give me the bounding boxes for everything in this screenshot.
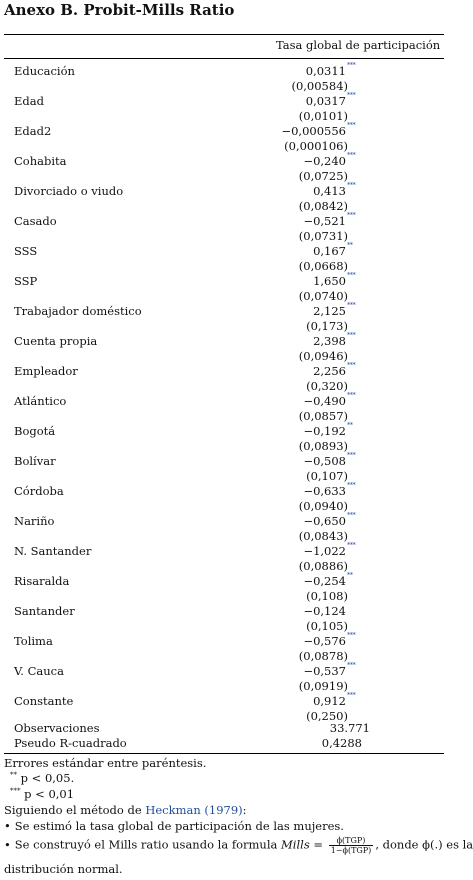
coefficient-value: 1,650 <box>313 274 346 288</box>
variable-label: SSS <box>14 244 38 258</box>
table-row <box>0 121 448 151</box>
variable-label: N. Santander <box>14 544 92 558</box>
table-row <box>0 631 448 661</box>
standard-error: (0,0886) <box>298 559 348 573</box>
standard-error: (0,0919) <box>298 679 348 693</box>
variable-label: Educación <box>14 64 75 78</box>
variable-label: Córdoba <box>14 484 64 498</box>
coefficient-value: 2,125 <box>313 304 346 318</box>
mills-symbol: Mills <box>281 837 310 852</box>
p01-text: p < 0,01 <box>24 787 75 801</box>
significance-stars: *** <box>347 181 356 189</box>
fraction-denominator: 1−ϕ(TGP) <box>330 846 372 855</box>
method-prefix: Siguiendo el método de <box>4 803 146 817</box>
coefficient-value: 0,0317 <box>305 94 346 108</box>
variable-label: Cuenta propia <box>14 334 98 348</box>
variable-label: Cohabita <box>14 154 67 168</box>
table-row <box>0 391 448 421</box>
coefficient-value: −0,633 <box>303 484 346 498</box>
variable-label: Atlántico <box>14 394 67 408</box>
mills-fraction <box>329 836 374 855</box>
standard-error: (0,108) <box>306 589 348 603</box>
table-bottom-rule <box>4 753 444 754</box>
table-row <box>0 181 448 211</box>
standard-error: (0,105) <box>306 619 348 633</box>
p05-marker: ** <box>10 771 17 780</box>
coefficient-value: 0,0311 <box>305 64 346 78</box>
table-row <box>0 271 448 301</box>
bullet-icon: • <box>4 819 11 833</box>
table-row <box>0 151 448 181</box>
significance-stars: *** <box>347 631 356 639</box>
note-method <box>4 803 247 817</box>
coefficient-value: −0,490 <box>303 394 346 408</box>
standard-error: (0,107) <box>306 469 348 483</box>
coefficient-value: 0,413 <box>313 184 346 198</box>
standard-error: (0,0878) <box>298 649 348 663</box>
stat-label: Observaciones <box>14 721 100 735</box>
significance-stars: ** <box>347 241 353 249</box>
coefficient-value: 2,256 <box>313 364 346 378</box>
standard-error: (0,250) <box>306 709 348 723</box>
table-row <box>0 691 448 721</box>
significance-stars: *** <box>347 91 356 99</box>
significance-stars: *** <box>347 61 356 69</box>
variable-label: Tolima <box>14 634 53 648</box>
coefficient-value: 0,912 <box>313 694 346 708</box>
significance-stars: *** <box>347 271 356 279</box>
standard-error: (0,320) <box>306 379 348 393</box>
note-bullet-1 <box>4 819 344 833</box>
variable-label: Casado <box>14 214 57 228</box>
coefficient-value: −0,124 <box>303 604 346 618</box>
standard-error: (0,173) <box>306 319 348 333</box>
bullet-2-suffix: , donde ϕ(.) es la <box>375 837 473 852</box>
standard-error: (0,0668) <box>298 259 348 273</box>
coefficient-value: −0,254 <box>303 574 346 588</box>
header-rule <box>4 58 444 59</box>
fraction-numerator: ϕ(TGP) <box>329 836 374 846</box>
p01-marker: *** <box>10 787 21 796</box>
note-standard-errors: Errores estándar entre paréntesis. <box>4 756 207 770</box>
variable-label: Constante <box>14 694 74 708</box>
variable-label: Empleador <box>14 364 78 378</box>
significance-stars: *** <box>347 151 356 159</box>
variable-label: Edad <box>14 94 44 108</box>
significance-stars: *** <box>347 691 356 699</box>
standard-error: (0,0842) <box>298 199 348 213</box>
method-suffix: : <box>242 803 247 817</box>
table-row <box>0 331 448 361</box>
significance-stars: *** <box>347 511 356 519</box>
variable-label: Bolívar <box>14 454 56 468</box>
standard-error: (0,0857) <box>298 409 348 423</box>
note-bullet-2 <box>4 836 473 855</box>
table-row <box>0 571 448 601</box>
coefficient-value: 0,167 <box>313 244 346 258</box>
significance-stars: *** <box>347 301 356 309</box>
significance-stars: *** <box>347 331 356 339</box>
note-p01 <box>10 787 74 801</box>
significance-stars: *** <box>347 661 356 669</box>
standard-error: (0,0725) <box>298 169 348 183</box>
significance-stars: *** <box>347 391 356 399</box>
table-row <box>0 421 448 451</box>
note-bullet-2-line-2: distribución normal. <box>4 862 123 876</box>
standard-error: (0,0101) <box>298 109 348 123</box>
significance-stars: *** <box>347 361 356 369</box>
table-row <box>0 481 448 511</box>
variable-label: Santander <box>14 604 75 618</box>
coefficient-value: −0,000556 <box>281 124 346 138</box>
note-p05 <box>10 771 74 785</box>
standard-error: (0,0843) <box>298 529 348 543</box>
variable-label: V. Cauca <box>14 664 64 678</box>
variable-label: Risaralda <box>14 574 70 588</box>
standard-error: (0,0940) <box>298 499 348 513</box>
variable-label: Bogotá <box>14 424 56 438</box>
equals-sign: = <box>309 837 327 852</box>
standard-error: (0,0946) <box>298 349 348 363</box>
table-row <box>0 601 448 631</box>
table-row <box>0 541 448 571</box>
standard-error: (0,0893) <box>298 439 348 453</box>
heckman-citation-link[interactable]: Heckman (1979) <box>145 803 243 817</box>
significance-stars: *** <box>347 121 356 129</box>
significance-stars: *** <box>347 541 356 549</box>
significance-stars: *** <box>347 211 356 219</box>
coefficient-value: 2,398 <box>313 334 346 348</box>
table-row <box>0 301 448 331</box>
significance-stars: ** <box>347 421 353 429</box>
variable-label: Edad2 <box>14 124 52 138</box>
coefficient-value: −0,576 <box>303 634 346 648</box>
table-row <box>0 511 448 541</box>
table-row <box>0 61 448 91</box>
standard-error: (0,0731) <box>298 229 348 243</box>
standard-error: (0,000106) <box>284 139 348 153</box>
table-row <box>0 241 448 271</box>
bullet-2-text: Se construyó el Mills ratio usando la formula <box>14 837 282 852</box>
variable-label: SSP <box>14 274 38 288</box>
table-row <box>0 91 448 121</box>
variable-label: Nariño <box>14 514 55 528</box>
standard-error: (0,0740) <box>298 289 348 303</box>
stat-row-pseudo-r2 <box>0 736 448 752</box>
table-row <box>0 661 448 691</box>
coefficient-value: −0,240 <box>303 154 346 168</box>
stat-value: 0,4288 <box>321 736 362 750</box>
coefficient-value: −1,022 <box>303 544 346 558</box>
standard-error: (0,00584) <box>291 79 348 93</box>
page-title: Anexo B. Probit-Mills Ratio <box>4 1 235 19</box>
stat-row-observations <box>0 721 448 737</box>
table-row <box>0 451 448 481</box>
table-row <box>0 361 448 391</box>
stat-value: 33.771 <box>329 721 370 735</box>
coefficient-value: −0,650 <box>303 514 346 528</box>
coefficient-value: −0,521 <box>303 214 346 228</box>
significance-stars: *** <box>347 481 356 489</box>
stat-label: Pseudo R-cuadrado <box>14 736 127 750</box>
coefficient-value: −0,508 <box>303 454 346 468</box>
bullet-icon: • <box>4 837 11 852</box>
table-row <box>0 211 448 241</box>
column-header: Tasa global de participación <box>276 38 441 52</box>
variable-label: Divorciado o viudo <box>14 184 124 198</box>
coefficient-value: −0,192 <box>303 424 346 438</box>
table-top-rule <box>4 34 444 35</box>
variable-label: Trabajador doméstico <box>14 304 142 318</box>
bullet-1-text: Se estimó la tasa global de participación de las mujeres. <box>14 819 344 833</box>
significance-stars: *** <box>347 451 356 459</box>
p05-text: p < 0,05. <box>20 771 75 785</box>
coefficient-value: −0,537 <box>303 664 346 678</box>
significance-stars: ** <box>347 571 353 579</box>
